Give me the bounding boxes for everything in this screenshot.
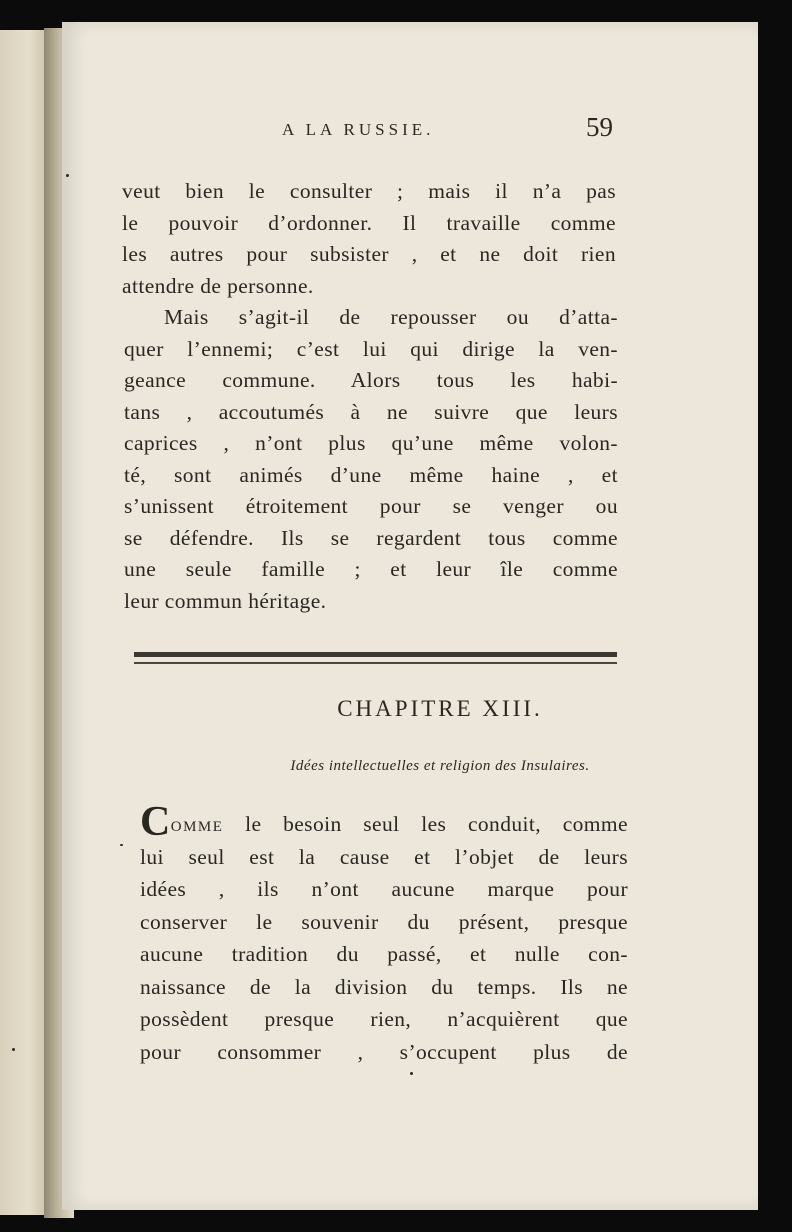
text-line: veut bien le consulter ; mais il n’a pas: [122, 179, 616, 203]
text-line: leur commun héritage.: [124, 588, 327, 613]
text-line: se défendre. Ils se regardent tous comme: [124, 525, 618, 550]
page-number: 59: [586, 112, 613, 142]
text-line: tans , accoutumés à ne suivre que leurs: [124, 399, 618, 424]
text-line: idées , ils n’ont aucune marque pour: [140, 877, 628, 901]
text-line: naissance de la division du temps. Ils ne: [140, 974, 628, 999]
text-line: les autres pour subsister , et ne doit rien: [122, 242, 616, 266]
facing-page-edge: [0, 30, 50, 1215]
book-page: [62, 22, 758, 1210]
text-line: le pouvoir d’ordonner. Il travaille comme: [122, 210, 616, 235]
small-caps-word: OMME: [170, 819, 224, 835]
text-line: geance commune. Alors tous les habi-: [124, 368, 618, 392]
chapter-subtitle: Idées intellectuelles et religion des Insulaires.: [290, 758, 590, 774]
ink-speck: [120, 844, 123, 846]
chapter-title: CHAPITRE XIII.: [337, 696, 543, 721]
text-line: possèdent presque rien, n’acquièrent que: [140, 1007, 628, 1031]
paragraph-1: [122, 176, 616, 302]
drop-cap: C: [140, 799, 171, 845]
ink-speck: [66, 174, 69, 177]
text-line: s’unissent étroitement pour se venger ou: [124, 494, 618, 518]
first-line-rest: le besoin seul les conduit, comme: [223, 812, 628, 836]
text-line: pour consommer , s’occupent plus de: [140, 1039, 628, 1064]
text-line: lui seul est la cause et l’objet de leurs: [140, 844, 628, 869]
text-line: té, sont animés d’une même haine , et: [124, 462, 618, 487]
page-header: [62, 112, 758, 158]
ink-speck: [410, 1072, 413, 1075]
paragraph-2: [124, 302, 618, 617]
section-rule-thick: [134, 652, 617, 657]
text-line-first: [140, 799, 628, 845]
ink-speck: [12, 1048, 15, 1051]
text-line: Mais s’agit-il de repousser ou d’atta-: [164, 305, 618, 329]
section-rule-thin: [134, 662, 617, 664]
text-line: une seule famille ; et leur île comme: [124, 557, 618, 581]
running-title: A LA RUSSIE.: [282, 120, 435, 139]
text-line: caprices , n’ont plus qu’une même volon-: [124, 431, 618, 455]
text-line: conserver le souvenir du présent, presque: [140, 909, 628, 934]
paragraph-3: [140, 799, 628, 1068]
text-line: attendre de personne.: [122, 273, 314, 298]
text-line: aucune tradition du passé, et nulle con-: [140, 942, 628, 966]
text-line: quer l’ennemi; c’est lui qui dirige la ven-: [124, 336, 618, 361]
